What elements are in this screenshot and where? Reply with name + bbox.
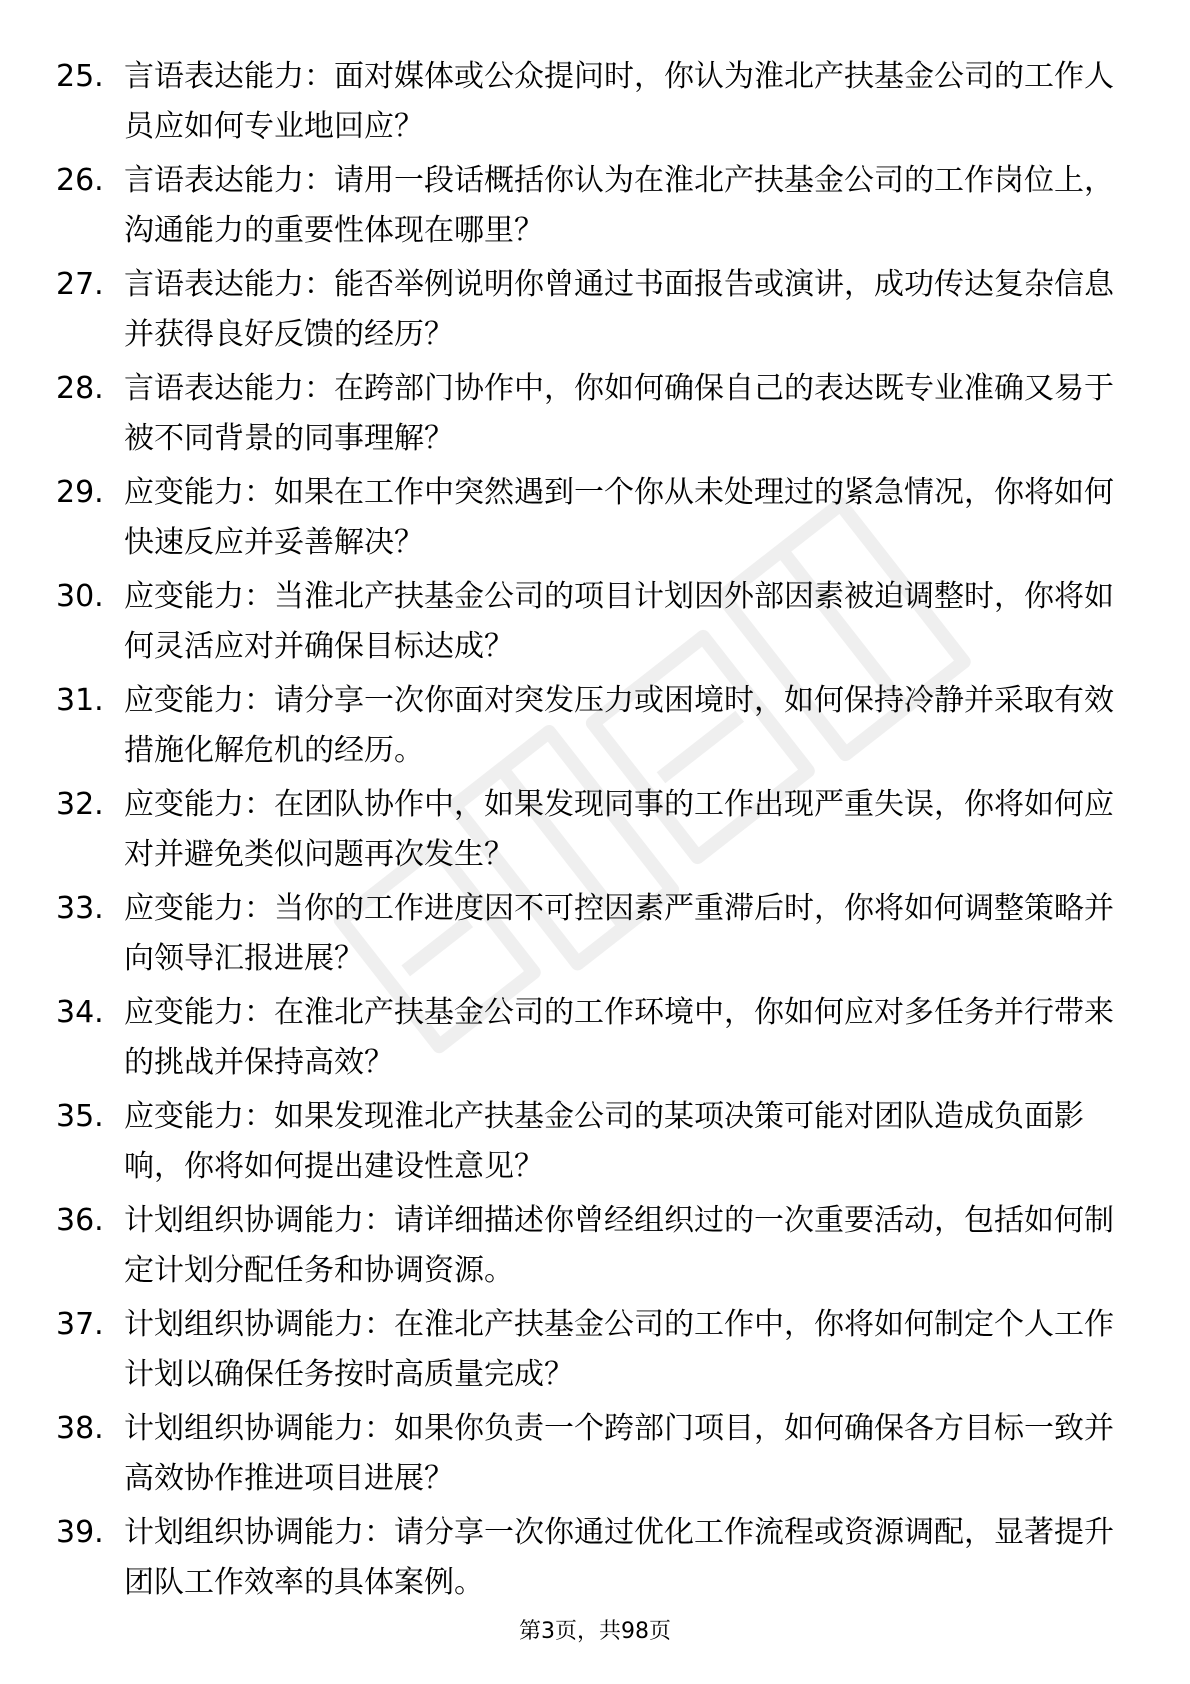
question-item xyxy=(56,1196,1116,1300)
question-item xyxy=(56,884,1116,988)
question-text: 应变能力：当淮北产扶基金公司的项目计划因外部因素被迫调整时，你将如何灵活应对并确保目标达成？ xyxy=(124,579,1114,664)
question-item xyxy=(56,1092,1116,1196)
question-item xyxy=(56,364,1116,468)
question-number: 33. xyxy=(56,891,104,926)
question-number: 32. xyxy=(56,787,104,822)
question-text: 言语表达能力：面对媒体或公众提问时，你认为淮北产扶基金公司的工作人员应如何专业地回应？ xyxy=(124,59,1114,144)
question-text: 计划组织协调能力：在淮北产扶基金公司的工作中，你将如何制定个人工作计划以确保任务按时高质量完成？ xyxy=(124,1307,1114,1392)
question-number: 30. xyxy=(56,579,104,614)
question-number: 36. xyxy=(56,1203,104,1238)
question-item xyxy=(56,1404,1116,1508)
question-item xyxy=(56,988,1116,1092)
question-number: 25. xyxy=(56,59,104,94)
question-item xyxy=(56,52,1116,156)
page-footer: 第3页，共98页 xyxy=(519,1619,671,1644)
question-item xyxy=(56,572,1116,676)
question-number: 28. xyxy=(56,371,104,406)
question-text: 言语表达能力：能否举例说明你曾通过书面报告或演讲，成功传达复杂信息并获得良好反馈的经历？ xyxy=(124,267,1114,352)
question-number: 39. xyxy=(56,1515,104,1550)
question-item xyxy=(56,780,1116,884)
question-text: 应变能力：如果发现淮北产扶基金公司的某项决策可能对团队造成负面影响，你将如何提出建设性意见？ xyxy=(124,1099,1084,1184)
question-number: 31. xyxy=(56,683,104,718)
question-number: 35. xyxy=(56,1099,104,1134)
question-text: 计划组织协调能力：如果你负责一个跨部门项目，如何确保各方目标一致并高效协作推进项目进展？ xyxy=(124,1411,1114,1496)
question-text: 应变能力：当你的工作进度因不可控因素严重滞后时，你将如何调整策略并向领导汇报进展？ xyxy=(124,891,1114,976)
question-item xyxy=(56,676,1116,780)
question-item xyxy=(56,260,1116,364)
question-number: 38. xyxy=(56,1411,104,1446)
question-number: 34. xyxy=(56,995,104,1030)
question-item xyxy=(56,468,1116,572)
question-item xyxy=(56,1508,1116,1612)
question-item xyxy=(56,1300,1116,1404)
question-text: 应变能力：如果在工作中突然遇到一个你从未处理过的紧急情况，你将如何快速反应并妥善解决？ xyxy=(124,475,1114,560)
question-text: 应变能力：请分享一次你面对突发压力或困境时，如何保持冷静并采取有效措施化解危机的经历。 xyxy=(124,683,1114,768)
question-text: 应变能力：在淮北产扶基金公司的工作环境中，你如何应对多任务并行带来的挑战并保持高效？ xyxy=(124,995,1114,1080)
question-number: 26. xyxy=(56,163,104,198)
question-text: 应变能力：在团队协作中，如果发现同事的工作出现严重失误，你将如何应对并避免类似问题再次发生？ xyxy=(124,787,1114,872)
question-text: 计划组织协调能力：请详细描述你曾经组织过的一次重要活动，包括如何制定计划分配任务和协调资源。 xyxy=(124,1203,1114,1288)
question-number: 37. xyxy=(56,1307,104,1342)
question-text: 言语表达能力：在跨部门协作中，你如何确保自己的表达既专业准确又易于被不同背景的同事理解？ xyxy=(124,371,1114,456)
question-list xyxy=(56,52,1116,1612)
question-item xyxy=(56,156,1116,260)
question-text: 言语表达能力：请用一段话概括你认为在淮北产扶基金公司的工作岗位上，沟通能力的重要性体现在哪里？ xyxy=(124,163,1114,248)
question-text: 计划组织协调能力：请分享一次你通过优化工作流程或资源调配，显著提升团队工作效率的具体案例。 xyxy=(124,1515,1114,1600)
question-number: 29. xyxy=(56,475,104,510)
question-number: 27. xyxy=(56,267,104,302)
